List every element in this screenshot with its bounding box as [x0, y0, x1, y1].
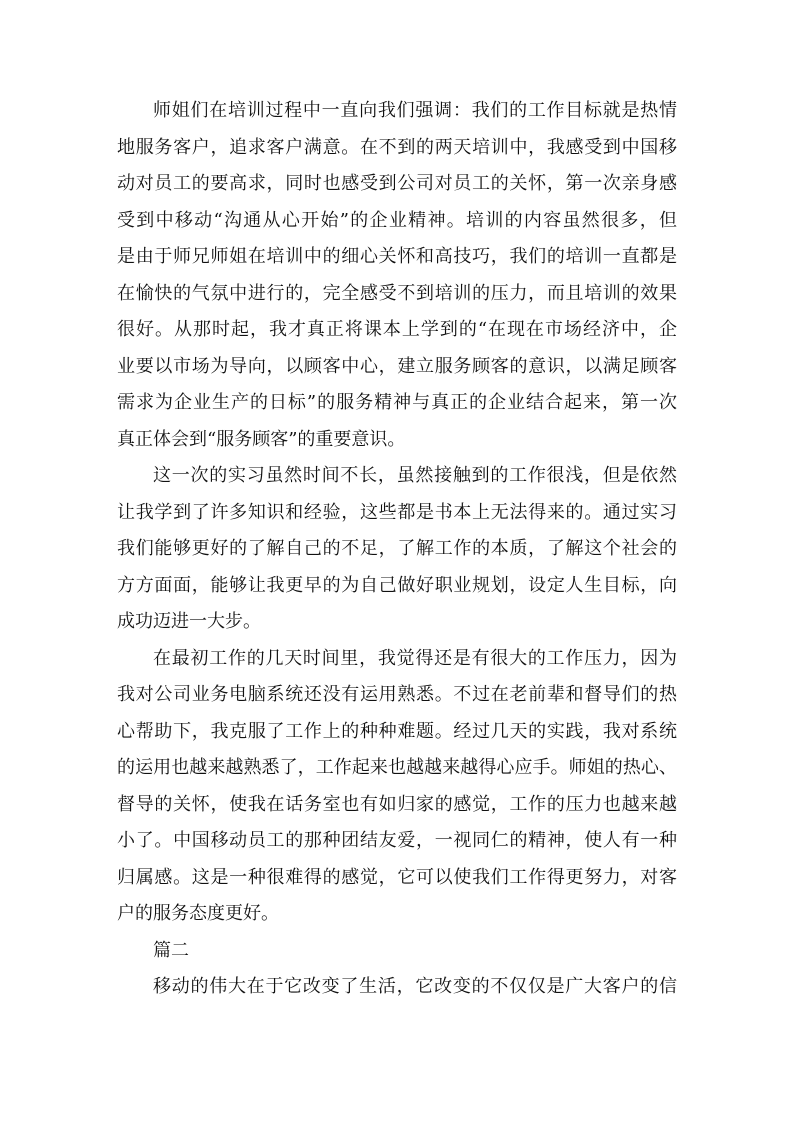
- paragraph-line: 这一次的实习虽然时间不长，虽然接触到的工作很浅，但是依然: [153, 465, 677, 486]
- paragraph-line: 归属感。这是一种很难得的感觉，它可以使我们工作得更努力，对客: [117, 866, 677, 888]
- paragraph-2: [117, 458, 677, 641]
- paragraph-4: [117, 969, 677, 1006]
- document-body: [117, 93, 677, 1006]
- paragraph-line: 在最初工作的几天时间里，我觉得还是有很大的工作压力，因为: [153, 647, 677, 669]
- paragraph-line: 很好。从那时起，我才真正将课本上学到的“在现在市场经济中，企: [117, 319, 677, 340]
- paragraph-line: 移动的伟大在于它改变了生活，它改变的不仅仅是广大客户的信: [153, 976, 677, 997]
- paragraph-line: 让我学到了许多知识和经验，这些都是书本上无法得来的。通过实习: [117, 501, 677, 523]
- paragraph-line: 方方面面，能够让我更早的为自己做好职业规划，设定人生目标，向: [117, 574, 677, 596]
- paragraph-line: 师姐们在培训过程中一直向我们强调：我们的工作目标就是热情: [153, 100, 677, 121]
- paragraph-line: 动对员工的要高求，同时也感受到公司对员工的关怀，第一次亲身感: [117, 173, 677, 194]
- paragraph-line: 业要以市场为导向，以顾客中心，建立服务顾客的意识，以满足顾客: [117, 355, 677, 377]
- paragraph-line: 户的服务态度更好。: [117, 903, 279, 924]
- paragraph-line: 地服务客户，追求客户满意。在不到的两天培训中，我感受到中国移: [117, 136, 677, 158]
- paragraph-line: 成功迈进一大步。: [117, 611, 261, 632]
- paragraph-line: 需求为企业生产的日标”的服务精神与真正的企业结合起来，第一次: [117, 392, 677, 413]
- paragraph-line: 的运用也越来越熟悉了，工作起来也越越来越得心应手。师姐的热心、: [117, 757, 677, 778]
- paragraph-line: 受到中移动“沟通从心开始”的企业精神。培训的内容虽然很多，但: [117, 209, 677, 231]
- paragraph-line: 督导的关怀，使我在话务室也有如归家的感觉，工作的压力也越来越: [117, 793, 677, 815]
- paragraph-line: 我对公司业务电脑系统还没有运用熟悉。不过在老前辈和督导们的热: [117, 684, 677, 705]
- paragraph-1: [117, 93, 677, 458]
- paragraph-line: 是由于师兄师姐在培训中的细心关怀和高技巧，我们的培训一直都是: [117, 246, 677, 267]
- paragraph-line: 我们能够更好的了解自己的不足，了解工作的本质，了解这个社会的: [117, 538, 677, 559]
- section-heading: 篇二: [153, 939, 189, 961]
- paragraph-line: 真正体会到“服务顾客”的重要意识。: [117, 428, 406, 450]
- paragraph-line: 在愉快的气氛中进行的，完全感受不到培训的压力，而且培训的效果: [117, 282, 677, 304]
- paragraph-line: 心帮助下，我克服了工作上的种种难题。经过几天的实践，我对系统: [117, 720, 677, 742]
- paragraph-3: [117, 641, 677, 933]
- paragraph-line: 小了。中国移动员工的那种团结友爱，一视同仁的精神，使人有一种: [117, 830, 677, 851]
